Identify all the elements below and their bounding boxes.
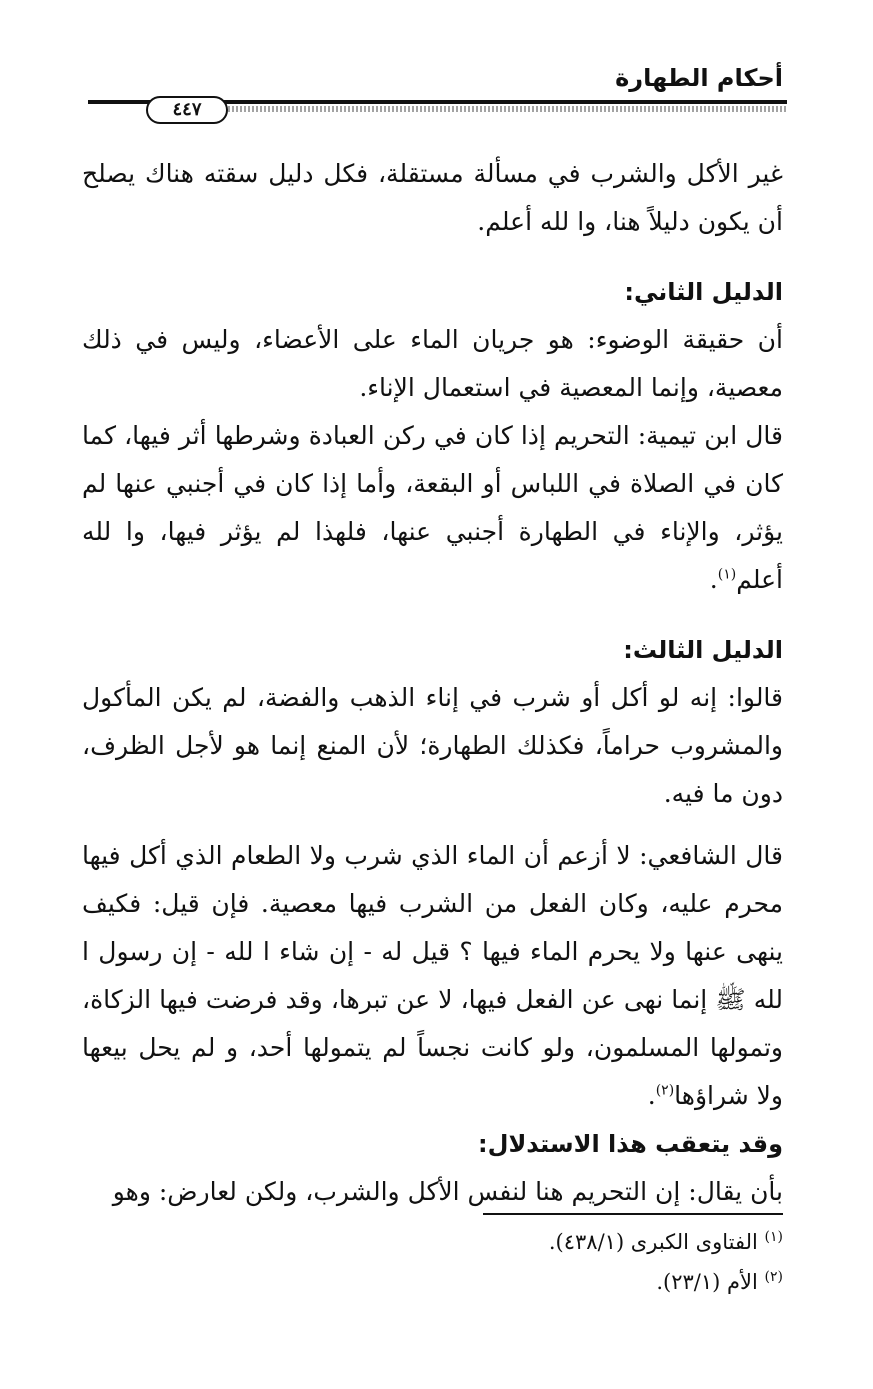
- paragraph: [82, 832, 783, 1120]
- paragraph: [82, 412, 783, 604]
- paragraph-end: .: [709, 565, 718, 594]
- footnote-marker: (٢): [764, 1269, 783, 1285]
- paragraph-end: .: [647, 1081, 656, 1110]
- footnote-text: الفتاوى الكبرى (٤٣٨/١).: [548, 1230, 758, 1254]
- footnote-ref[interactable]: (١): [717, 566, 737, 583]
- paragraph: غير الأكل والشرب في مسألة مستقلة، فكل دليل سقته هناك يصلح أن يكون دليلاً هنا، وا لله أعلم.: [82, 159, 783, 236]
- footnote-rule: [483, 1213, 783, 1215]
- footnotes: [549, 1222, 783, 1302]
- paragraph: أن حقيقة الوضوء: هو جريان الماء على الأعضاء، وليس في ذلك معصية، وإنما المعصية في استعمال الإناء.: [82, 325, 783, 402]
- footnote-marker: (١): [764, 1229, 783, 1245]
- footnote: [549, 1222, 783, 1262]
- running-title: أحكام الطهارة: [615, 64, 783, 92]
- paragraph-text: قال ابن تيمية: التحريم إذا كان في ركن العبادة وشرطها أثر فيها، كما كان في الصلاة في اللباس أو البقعة، وأما إذا كان في أجنبي عنها لم يؤثر، والإناء في الطهارة أجنبي عنها، فلهذا لم يؤثر فيها، وا لله أعلم: [82, 421, 783, 594]
- paragraph-text: قال الشافعي: لا أزعم أن الماء الذي شرب ولا الطعام الذي أكل فيها محرم عليه، وكان الفعل من الشرب فيها معصية. فإن قيل: فكيف ينهى عنها ولا يحرم الماء فيها ؟ قيل له - إن شاء ا لله - إن رسول ا لله ﷺ إنما نهى عن الفعل فيها، لا عن تبرها، وقد فرضت فيها الزكاة، وتمولها المسلمون، ولو كانت نجساً لم يتمولها أحد، و لم يحل بيعها ولا شراؤها: [82, 841, 783, 1110]
- section-heading: الدليل الثاني:: [624, 278, 783, 306]
- main-text: [82, 150, 783, 1216]
- header-rule-dots: [228, 106, 787, 112]
- section-heading: وقد يتعقب هذا الاستدلال:: [478, 1130, 783, 1158]
- footnote-ref[interactable]: (٢): [655, 1082, 675, 1099]
- footnote: [549, 1262, 783, 1302]
- paragraph: قالوا: إنه لو أكل أو شرب في إناء الذهب والفضة، لم يكن المأكول والمشروب حراماً، فكذلك الطهارة؛ لأن المنع إنما هو لأجل الظرف، دون ما فيه.: [82, 683, 783, 808]
- section-heading: الدليل الثالث:: [623, 636, 783, 664]
- page-number: ٤٤٧: [146, 96, 228, 124]
- paragraph: بأن يقال: إن التحريم هنا لنفس الأكل والشرب، ولكن لعارض: وهو: [112, 1177, 783, 1206]
- footnote-text: الأم (٢٣/١).: [656, 1270, 758, 1294]
